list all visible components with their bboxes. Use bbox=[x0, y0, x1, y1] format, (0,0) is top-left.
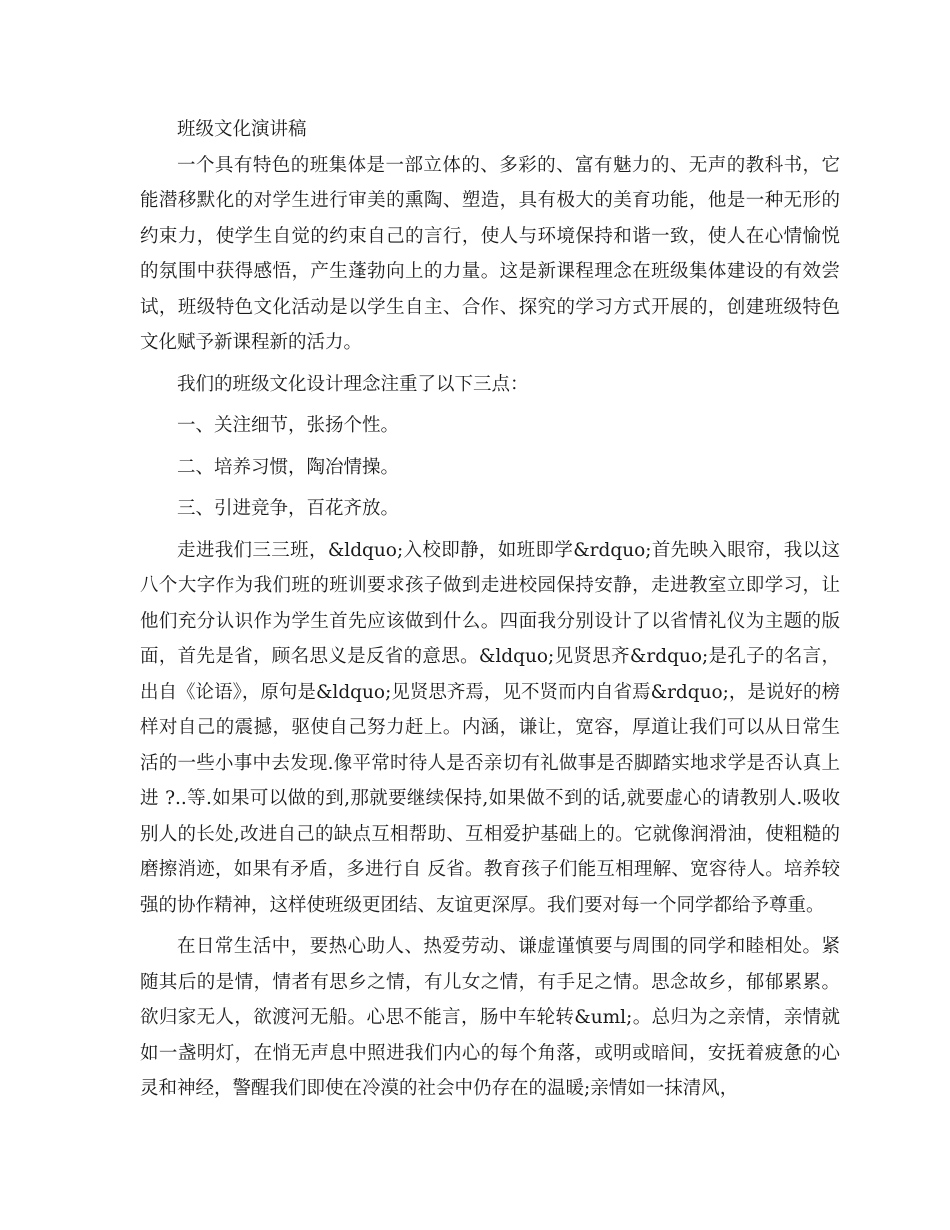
list-item-point-2: 二、培养习惯，陶冶情操。 bbox=[177, 456, 400, 478]
document-title: 班级文化演讲稿 bbox=[177, 119, 307, 140]
list-item-point-1: 一、关注细节，张扬个性。 bbox=[177, 415, 400, 436]
paragraph-design-concept: 我们的班级文化设计理念注重了以下三点： bbox=[177, 373, 529, 395]
document-body bbox=[140, 112, 840, 1107]
paragraph-intro: 一个具有特色的班集体是一部立体的、多彩的、富有魅力的、无声的教科书，它能潜移默化的对学生进行审美的熏陶、塑造，具有极大的美育功能，他是一种无形的约束力，使学生自觉的约束自己的言行，使人与环境保持和谐一致，使人在心情愉悦的氛围中获得感悟，产生蓬勃向上的力量。这是新课程理念在班级集体建设的有效尝试，班级特色文化活动是以学生自主、合作、探究的学习方式开展的，创建班级特色文化赋予新课程新的活力。 bbox=[140, 154, 840, 353]
paragraph-daily-life: 在日常生活中，要热心助人、热爱劳动、谦虚谨慎要与周围的同学和睦相处。紧随其后的是情，情者有思乡之情，有儿女之情，有手足之情。思念故乡，郁郁累累。欲归家无人，欲渡河无船。心思不能言，肠中车轮转&uml;。总归为之亲情，亲情就如一盏明灯，在悄无声息中照进我们内心的每个角落，或明或暗间，安抚着疲惫的心灵和神经，警醒我们即使在冷漠的社会中仍存在的温暖;亲情如一抹清风， bbox=[140, 936, 840, 1099]
paragraph-class-motto: 走进我们三三班，&ldquo;入校即静，如班即学&rdquo;首先映入眼帘，我以这八个大字作为我们班的班训要求孩子做到走进校园保持安静，走进教室立即学习，让他们充分认识作为学生首先应该做到什么。四面我分别设计了以省情礼仪为主题的版面，首先是省，顾名思义是反省的意思。&ldquo;见贤思齐&rdquo;是孔子的名言，出自《论语》，原句是&ldquo;见贤思齐焉，见不贤而内自省焉&rdquo;，是说好的榜样对自己的震撼，驱使自己努力赶上。内涵，谦让，宽容，厚道让我们可以从日常生活的一些小事中去发现.像平常时待人是否亲切有礼做事是否脚踏实地求学是否认真上进 ?..等.如果可以做的到,那就要继续保持,如果做不到的话,就要虚心的请教别人.吸收别人的长处,改进自己的缺点互相帮助、互相爱护基础上的。它就像润滑油，使粗糙的磨擦消迹，如果有矛盾，多进行自 反省。教育孩子们能互相理解、宽容待人。培养较强的协作精神，这样使班级更团结、友谊更深厚。我们要对每一个同学都给予尊重。 bbox=[140, 539, 840, 916]
list-item-point-3: 三、引进竞争，百花齐放。 bbox=[177, 498, 400, 519]
